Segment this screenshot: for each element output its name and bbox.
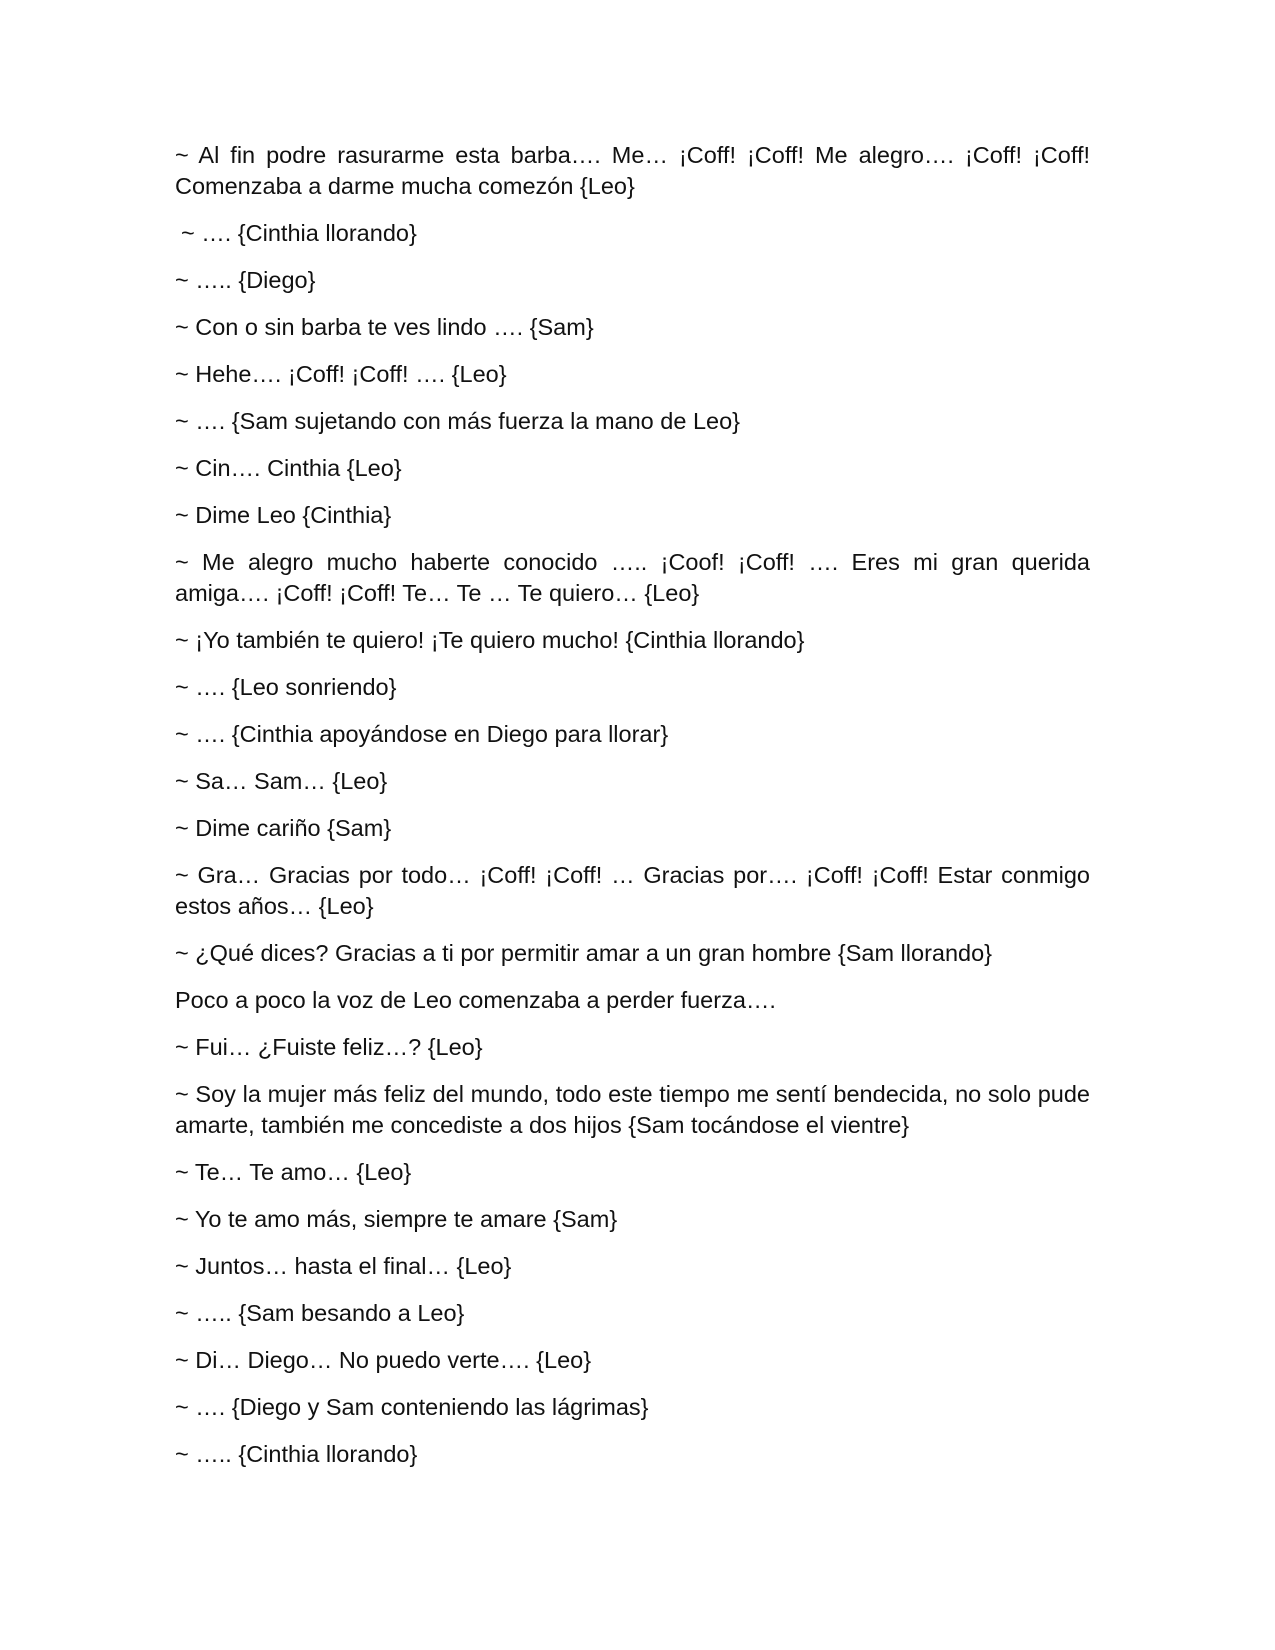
document-page	[175, 140, 1090, 1486]
paragraph: ~ Di… Diego… No puedo verte…. {Leo}	[175, 1347, 592, 1373]
paragraph: ~ Yo te amo más, siempre te amare {Sam}	[175, 1206, 618, 1232]
paragraph: ~ …. {Leo sonriendo}	[175, 674, 397, 700]
paragraph: ~ …. {Cinthia llorando}	[181, 220, 417, 246]
paragraph: ~ Con o sin barba te ves lindo …. {Sam}	[175, 314, 594, 340]
paragraph: ~ …. {Sam sujetando con más fuerza la mano de Leo}	[175, 408, 740, 434]
paragraph: ~ ….. {Cinthia llorando}	[175, 1441, 418, 1467]
paragraph: ~ …. {Diego y Sam conteniendo las lágrimas}	[175, 1394, 649, 1420]
paragraph: ~ Dime cariño {Sam}	[175, 815, 392, 841]
paragraph: ~ Gra… Gracias por todo… ¡Coff! ¡Coff! … Gracias por…. ¡Coff! ¡Coff! Estar conmigo estos años… {Leo}	[175, 862, 1090, 919]
paragraph: Poco a poco la voz de Leo comenzaba a perder fuerza….	[175, 987, 776, 1013]
paragraph: ~ Dime Leo {Cinthia}	[175, 502, 392, 528]
paragraph: ~ Te… Te amo… {Leo}	[175, 1159, 412, 1185]
paragraph: ~ ….. {Sam besando a Leo}	[175, 1300, 465, 1326]
paragraph: ~ …. {Cinthia apoyándose en Diego para llorar}	[175, 721, 669, 747]
paragraph: ~ Hehe…. ¡Coff! ¡Coff! …. {Leo}	[175, 361, 507, 387]
paragraph: ~ Soy la mujer más feliz del mundo, todo este tiempo me sentí bendecida, no solo pude amarte, también me concediste a dos hijos {Sam tocándose el vientre}	[175, 1081, 1090, 1138]
paragraph: ~ Fui… ¿Fuiste feliz…? {Leo}	[175, 1034, 483, 1060]
paragraph: ~ Me alegro mucho haberte conocido ….. ¡Coof! ¡Coff! …. Eres mi gran querida amiga…. ¡Coff! ¡Coff! Te… Te … Te quiero… {Leo}	[175, 549, 1090, 606]
paragraph: ~ ¡Yo también te quiero! ¡Te quiero mucho! {Cinthia llorando}	[175, 627, 805, 653]
paragraph: ~ Sa… Sam… {Leo}	[175, 768, 388, 794]
paragraph: ~ Cin…. Cinthia {Leo}	[175, 455, 402, 481]
paragraph: ~ Juntos… hasta el final… {Leo}	[175, 1253, 512, 1279]
paragraph: ~ Al fin podre rasurarme esta barba…. Me… ¡Coff! ¡Coff! Me alegro…. ¡Coff! ¡Coff! Comenzaba a darme mucha comezón {Leo}	[175, 142, 1090, 199]
paragraph: ~ ….. {Diego}	[175, 267, 316, 293]
paragraph: ~ ¿Qué dices? Gracias a ti por permitir amar a un gran hombre {Sam llorando}	[175, 940, 993, 966]
